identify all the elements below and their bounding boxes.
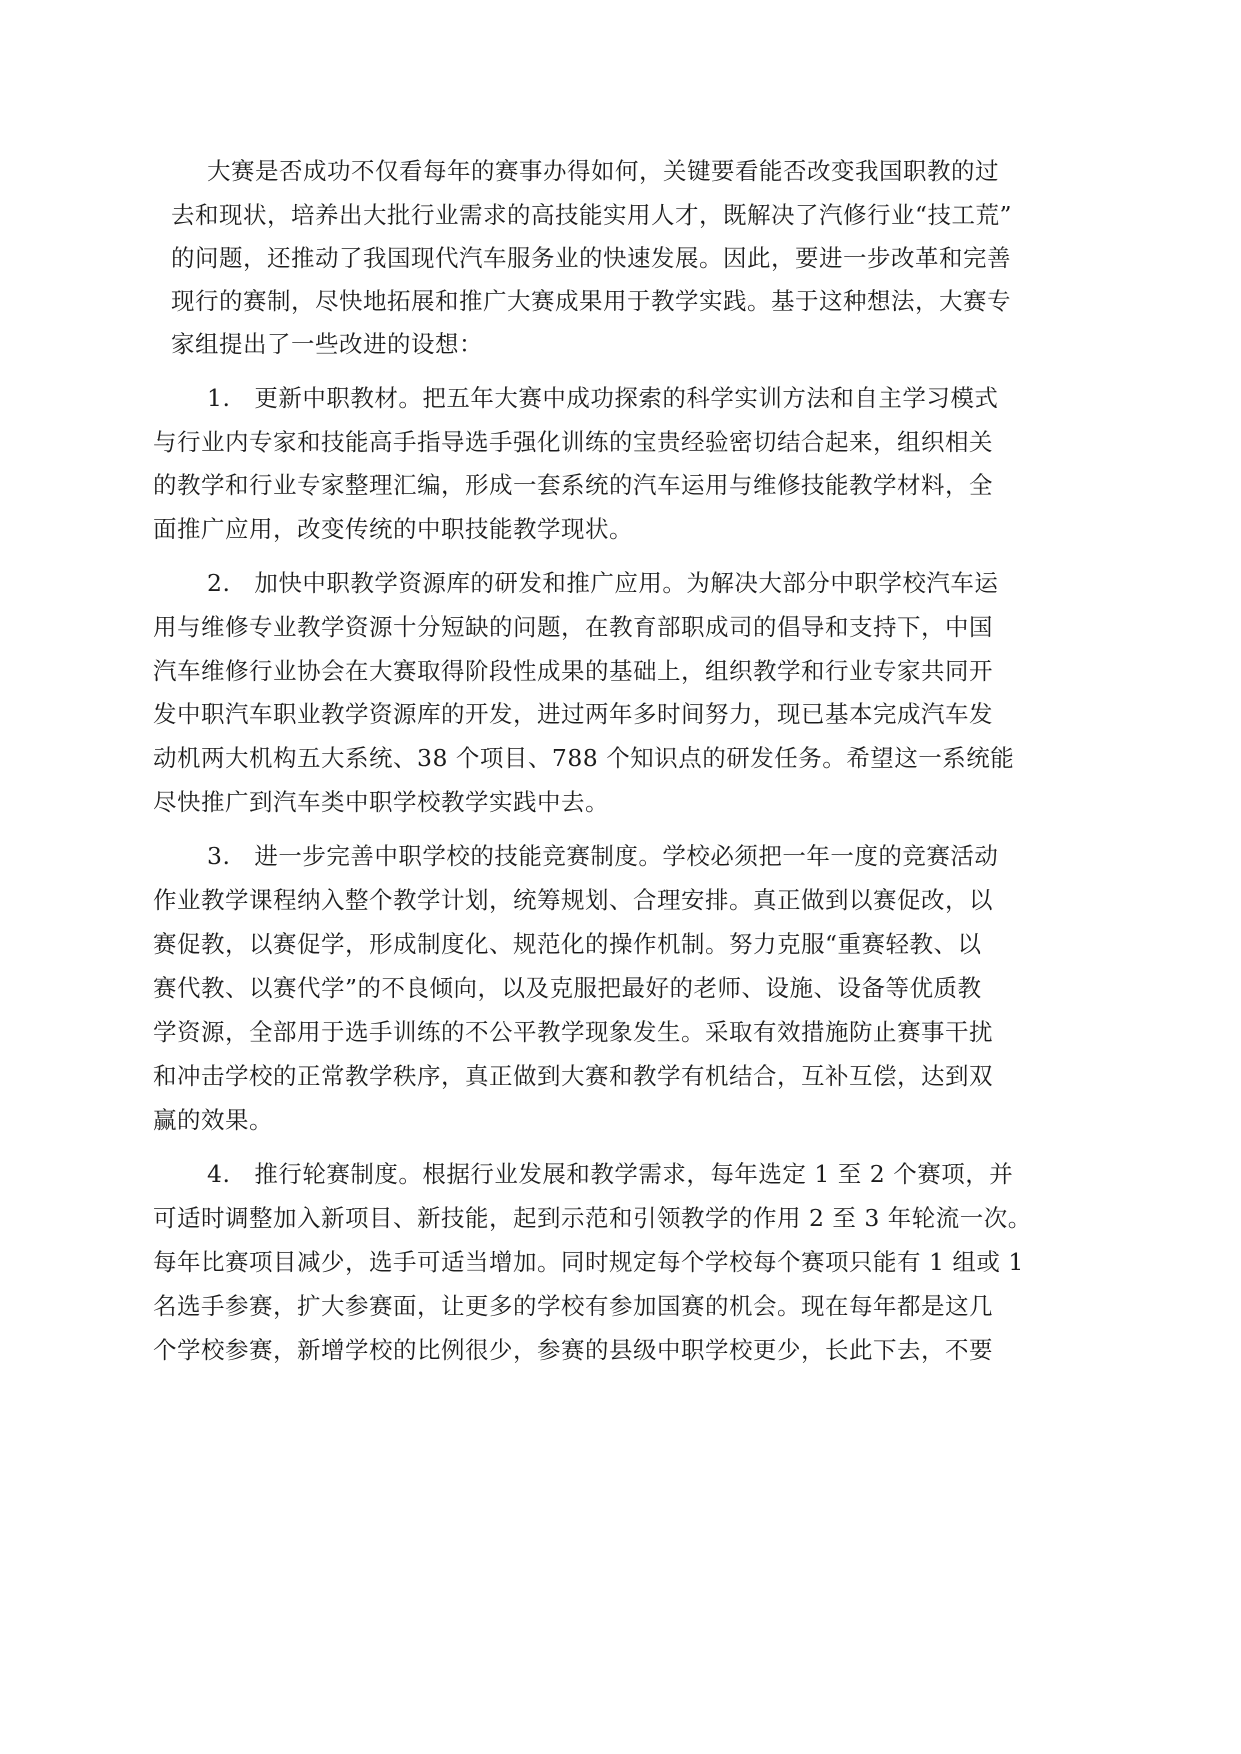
text-line: 1. 更新中职教材。把五年大赛中成功探索的科学实训方法和自主学习模式 xyxy=(207,384,999,412)
text-line: 用与维修专业教学资源十分短缺的问题，在教育部职成司的倡导和支持下，中国 xyxy=(153,613,993,641)
text-line: 家组提出了一些改进的设想： xyxy=(171,330,483,358)
text-line: 2. 加快中职教学资源库的研发和推广应用。为解决大部分中职学校汽车运 xyxy=(207,569,999,597)
text-line: 的教学和行业专家整理汇编，形成一套系统的汽车运用与维修技能教学材料，全 xyxy=(153,471,993,499)
text-line: 学资源，全部用于选手训练的不公平教学现象发生。采取有效措施防止赛事干扰 xyxy=(153,1018,993,1046)
text-line: 名选手参赛，扩大参赛面，让更多的学校有参加国赛的机会。现在每年都是这几 xyxy=(153,1292,993,1320)
text-line: 面推广应用，改变传统的中职技能教学现状。 xyxy=(153,515,633,543)
text-line: 赢的效果。 xyxy=(153,1106,273,1134)
text-line: 尽快推广到汽车类中职学校教学实践中去。 xyxy=(153,788,609,816)
text-line: 发中职汽车职业教学资源库的开发，进过两年多时间努力，现已基本完成汽车发 xyxy=(153,700,993,728)
text-line: 与行业内专家和技能高手指导选手强化训练的宝贵经验密切结合起来，组织相关 xyxy=(153,428,993,456)
text-line: 赛促教，以赛促学，形成制度化、规范化的操作机制。努力克服“重赛轻教、以 xyxy=(153,930,982,958)
text-line: 动机两大机构五大系统、38 个项目、788 个知识点的研发任务。希望这一系统能 xyxy=(153,744,1015,772)
text-line: 每年比赛项目减少，选手可适当增加。同时规定每个学校每个赛项只能有 1 组或 1 xyxy=(153,1248,1024,1276)
text-line: 4. 推行轮赛制度。根据行业发展和教学需求，每年选定 1 至 2 个赛项，并 xyxy=(207,1160,1014,1188)
text-line: 3. 进一步完善中职学校的技能竞赛制度。学校必须把一年一度的竞赛活动 xyxy=(207,842,999,870)
text-line: 赛代教、以赛代学”的不良倾向，以及克服把最好的老师、设施、设备等优质教 xyxy=(153,974,982,1002)
text-line: 去和现状，培养出大批行业需求的高技能实用人才，既解决了汽修行业“技工荒” xyxy=(171,201,1013,229)
text-line: 作业教学课程纳入整个教学计划，统筹规划、合理安排。真正做到以赛促改，以 xyxy=(153,886,993,914)
text-line: 可适时调整加入新项目、新技能，起到示范和引领教学的作用 2 至 3 年轮流一次。 xyxy=(153,1204,1032,1232)
text-line: 个学校参赛，新增学校的比例很少，参赛的县级中职学校更少，长此下去，不要 xyxy=(153,1336,993,1364)
text-line: 汽车维修行业协会在大赛取得阶段性成果的基础上，组织教学和行业专家共同开 xyxy=(153,657,993,685)
text-line: 大赛是否成功不仅看每年的赛事办得如何，关键要看能否改变我国职教的过 xyxy=(207,157,999,185)
text-line: 现行的赛制，尽快地拓展和推广大赛成果用于教学实践。基于这种想法，大赛专 xyxy=(171,287,1011,315)
text-line: 的问题，还推动了我国现代汽车服务业的快速发展。因此，要进一步改革和完善 xyxy=(171,244,1011,272)
text-line: 和冲击学校的正常教学秩序，真正做到大赛和教学有机结合，互补互偿，达到双 xyxy=(153,1062,993,1090)
